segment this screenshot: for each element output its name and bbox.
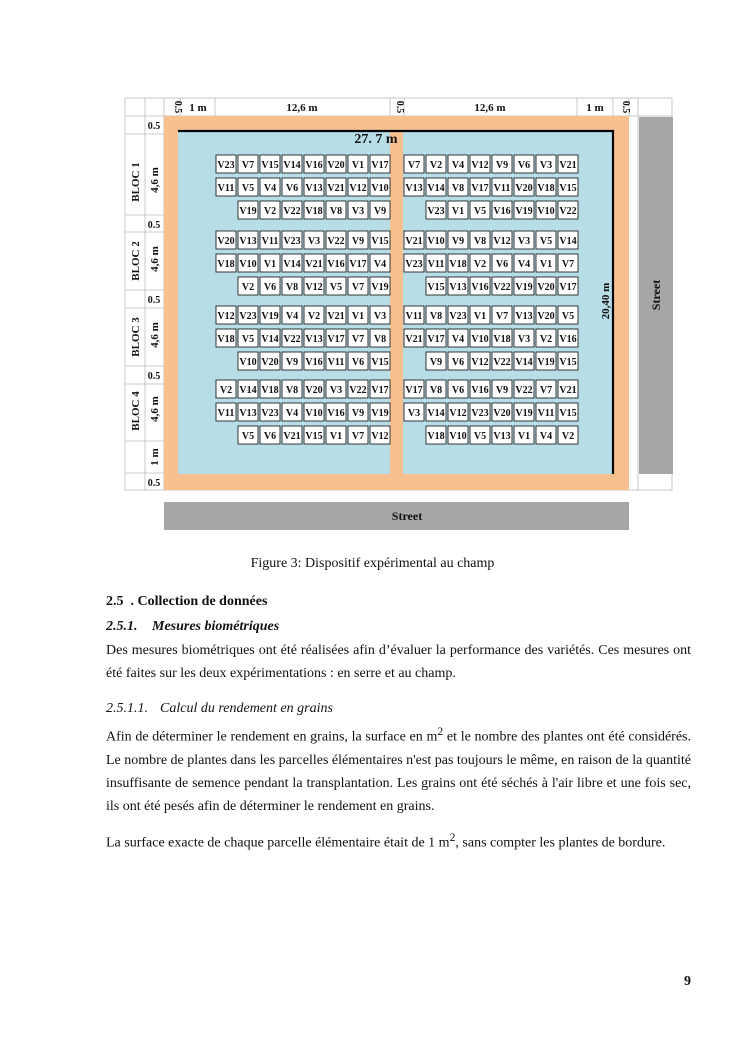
plot-label: V10 <box>239 259 257 270</box>
plot-label: V6 <box>285 183 299 194</box>
block-size-label: 4,6 m <box>149 322 161 348</box>
plot-label: V10 <box>239 357 257 368</box>
plot-label: V8 <box>429 311 443 322</box>
para2-superscript: 2 <box>437 725 444 738</box>
subsubsection-number: 2.5.1.1. <box>106 701 148 716</box>
plot-label: V23 <box>471 408 489 419</box>
plot-label: V14 <box>239 385 257 396</box>
plot-label: V4 <box>451 160 465 171</box>
plot-label: V17 <box>405 385 423 396</box>
plot-label: V7 <box>351 431 365 442</box>
plot-label: V11 <box>327 357 345 368</box>
plot-label: V3 <box>351 206 365 217</box>
plot-label: V8 <box>373 334 387 345</box>
section-number: 2.5 <box>106 594 124 609</box>
plot-label: V21 <box>327 311 345 322</box>
top-label-6: 0.5 <box>620 100 631 114</box>
plot-label: V2 <box>219 385 233 396</box>
plot-label: V23 <box>427 206 445 217</box>
plot-label: V15 <box>305 431 323 442</box>
plot-label: V12 <box>471 160 489 171</box>
plot-label: V7 <box>407 160 421 171</box>
plot-label: V10 <box>427 236 445 247</box>
plot-label: V21 <box>405 236 423 247</box>
middle-path <box>390 131 403 474</box>
plot-label: V10 <box>471 334 489 345</box>
plot-label: V15 <box>559 408 577 419</box>
plot-label: V17 <box>349 259 367 270</box>
plot-label: V11 <box>405 311 423 322</box>
plot-label: V12 <box>449 408 467 419</box>
para2-text-b: et le nombre des plantes ont été considérés. Le nombre de plantes dans les parcelles élémentaires n'est pas toujours le même, en raison de la quantité insuffisante de semence pendant la transplantation. Les grains ont été séchés à l'air libre et une fois sec, ils ont été pesés afin de déterminer le rendement en grains. <box>106 729 691 814</box>
plot-label: V18 <box>261 385 279 396</box>
plot-label: V14 <box>283 160 301 171</box>
plot-label: V14 <box>283 259 301 270</box>
plot-label: V21 <box>405 334 423 345</box>
plot-label: V9 <box>451 236 465 247</box>
plot-label: V7 <box>539 385 553 396</box>
plot-label: V13 <box>305 334 323 345</box>
subsection-heading <box>106 619 279 635</box>
plot-label: V5 <box>561 311 575 322</box>
plot-label: V21 <box>327 183 345 194</box>
plot-label: V9 <box>285 357 299 368</box>
plot-label: V15 <box>427 282 445 293</box>
plot-label: V10 <box>305 408 323 419</box>
plot-label: V6 <box>263 282 277 293</box>
plot-label: V20 <box>305 385 323 396</box>
plot-label: V9 <box>429 357 443 368</box>
plot-label: V20 <box>261 357 279 368</box>
plot-label: V18 <box>305 206 323 217</box>
plot-label: V4 <box>451 334 465 345</box>
plot-label: V11 <box>217 408 235 419</box>
bloc-label-3: BLOC 3 <box>130 317 142 357</box>
plot-label: V23 <box>217 160 235 171</box>
plot-label: V14 <box>559 236 577 247</box>
plot-label: V1 <box>539 259 553 270</box>
plot-label: V3 <box>373 311 387 322</box>
plot-label: V21 <box>305 259 323 270</box>
para2-text-a: Afin de déterminer le rendement en grains, la surface en m <box>106 729 438 745</box>
subsubsection-heading <box>106 701 333 717</box>
plot-label: V1 <box>263 259 277 270</box>
plot-label: V1 <box>351 160 365 171</box>
plot-label: V19 <box>515 282 533 293</box>
plot-label: V19 <box>515 206 533 217</box>
plot-label: V23 <box>449 311 467 322</box>
plot-label: V14 <box>427 408 445 419</box>
plot-label: V2 <box>539 334 553 345</box>
plot-label: V5 <box>241 334 255 345</box>
plot-label: V2 <box>473 259 487 270</box>
plot-label: V19 <box>371 408 389 419</box>
block-size-label: 4,6 m <box>149 167 161 193</box>
plot-label: V13 <box>493 431 511 442</box>
plot-label: V22 <box>493 282 511 293</box>
plot-label: V11 <box>427 259 445 270</box>
subsection-number: 2.5.1. <box>106 619 138 634</box>
plot-label: V12 <box>305 282 323 293</box>
plot-label: V15 <box>261 160 279 171</box>
plot-label: V20 <box>217 236 235 247</box>
plot-label: V8 <box>329 206 343 217</box>
gap-label: 0.5 <box>147 478 161 489</box>
plot-label: V16 <box>493 206 511 217</box>
plot-label: V12 <box>349 183 367 194</box>
plot-label: V19 <box>371 282 389 293</box>
figure-caption: Figure 3: Dispositif expérimental au champ <box>250 556 495 571</box>
plot-label: V17 <box>471 183 489 194</box>
plot-label: V1 <box>351 311 365 322</box>
plot-label: V3 <box>517 334 531 345</box>
block-size-label: 4,6 m <box>149 246 161 272</box>
plot-label: V2 <box>429 160 443 171</box>
plot-label: V16 <box>327 259 345 270</box>
plot-label: V16 <box>327 408 345 419</box>
plot-label: V10 <box>537 206 555 217</box>
plot-label: V10 <box>371 183 389 194</box>
plot-label: V15 <box>371 236 389 247</box>
paragraph-yield <box>106 720 691 818</box>
border-size-label: 1 m <box>149 448 161 466</box>
plot-label: V21 <box>283 431 301 442</box>
gap-label: 0.5 <box>147 295 161 306</box>
street-bottom-label: Street <box>391 509 423 523</box>
plot-label: V16 <box>471 385 489 396</box>
top-label-2: 12,6 m <box>286 102 318 114</box>
plot-label: V6 <box>263 431 277 442</box>
section-title: . Collection de données <box>130 594 268 609</box>
plot-label: V7 <box>495 311 509 322</box>
plot-label: V22 <box>283 334 301 345</box>
para3-superscript: 2 <box>449 831 456 844</box>
field-width-label: 27. 7 m <box>354 132 398 147</box>
plot-label: V3 <box>517 236 531 247</box>
gap-label: 0.5 <box>147 220 161 231</box>
plot-label: V3 <box>307 236 321 247</box>
field-height-label: 20,40 m <box>600 282 612 320</box>
plot-label: V13 <box>239 236 257 247</box>
subsubsection-title: Calcul du rendement en grains <box>160 701 333 716</box>
plot-label: V2 <box>263 206 277 217</box>
plot-label: V6 <box>517 160 531 171</box>
plot-label: V12 <box>217 311 235 322</box>
plot-label: V18 <box>217 334 235 345</box>
street-right-label: Street <box>649 279 663 311</box>
plot-label: V20 <box>537 311 555 322</box>
plot-label: V1 <box>329 431 343 442</box>
plot-label: V17 <box>427 334 445 345</box>
plot-label: V18 <box>449 259 467 270</box>
top-label-0: 0.5 <box>172 100 183 114</box>
plot-label: V22 <box>515 385 533 396</box>
plot-label: V21 <box>559 385 577 396</box>
plot-label: V7 <box>351 334 365 345</box>
plot-label: V3 <box>539 160 553 171</box>
plot-label: V20 <box>493 408 511 419</box>
plot-label: V10 <box>449 431 467 442</box>
plot-label: V9 <box>373 206 387 217</box>
plot-label: V9 <box>351 408 365 419</box>
left-labels <box>130 121 161 489</box>
plot-label: V5 <box>329 282 343 293</box>
top-label-1: 1 m <box>189 102 207 114</box>
top-label-4: 12,6 m <box>474 102 506 114</box>
plot-label: V8 <box>285 282 299 293</box>
plot-label: V17 <box>559 282 577 293</box>
plot-label: V4 <box>373 259 387 270</box>
plot-label: V23 <box>261 408 279 419</box>
plot-label: V18 <box>537 183 555 194</box>
gap-label: 0.5 <box>147 121 161 132</box>
top-label-5: 1 m <box>586 102 604 114</box>
plot-label: V4 <box>285 408 299 419</box>
plot-label: V23 <box>283 236 301 247</box>
page-number: 9 <box>684 974 691 989</box>
plot-label: V9 <box>495 385 509 396</box>
plot-label: V20 <box>327 160 345 171</box>
plot-label: V9 <box>351 236 365 247</box>
plot-label: V15 <box>559 183 577 194</box>
plot-label: V17 <box>327 334 345 345</box>
plot-label: V8 <box>451 183 465 194</box>
plot-label: V1 <box>473 311 487 322</box>
plot-label: V2 <box>307 311 321 322</box>
plot-label: V2 <box>241 282 255 293</box>
plot-label: V13 <box>405 183 423 194</box>
bloc-label-1: BLOC 1 <box>130 162 142 202</box>
plot-label: V11 <box>537 408 555 419</box>
plot-label: V15 <box>371 357 389 368</box>
plot-label: V5 <box>539 236 553 247</box>
plot-label: V19 <box>261 311 279 322</box>
bloc-label-4: BLOC 4 <box>130 391 142 431</box>
plot-label: V22 <box>327 236 345 247</box>
plot-label: V6 <box>351 357 365 368</box>
gap-label: 0.5 <box>147 371 161 382</box>
plot-label: V12 <box>493 236 511 247</box>
paragraph-biometric: Des mesures biométriques ont été réalisées afin d’évaluer la performance des variétés. Ces mesures ont été faites sur les deux expérimentations : en serre et au champ. <box>106 643 691 681</box>
plot-label: V7 <box>351 282 365 293</box>
plot-label: V6 <box>495 259 509 270</box>
para3-text-b: , sans compter les plantes de bordure. <box>455 835 666 851</box>
paragraph-surface <box>106 826 691 855</box>
top-label-3: 0.5 <box>394 100 405 114</box>
plot-label: V5 <box>241 431 255 442</box>
plot-label: V3 <box>407 408 421 419</box>
plot-label: V20 <box>515 183 533 194</box>
plot-label: V4 <box>263 183 277 194</box>
plot-label: V17 <box>371 385 389 396</box>
plot-label: V8 <box>285 385 299 396</box>
plot-label: V13 <box>305 183 323 194</box>
plot-label: V7 <box>561 259 575 270</box>
block-size-label: 4,6 m <box>149 396 161 422</box>
plot-label: V5 <box>473 431 487 442</box>
plot-label: V14 <box>515 357 533 368</box>
section-heading <box>106 594 267 610</box>
plot-label: V13 <box>239 408 257 419</box>
top-margin-labels <box>172 101 631 114</box>
para3-text-a: La surface exacte de chaque parcelle élémentaire était de 1 m <box>106 835 450 851</box>
plot-label: V4 <box>539 431 553 442</box>
plot-label: V2 <box>561 431 575 442</box>
plot-label: V17 <box>371 160 389 171</box>
plot-label: V15 <box>559 357 577 368</box>
plot-label: V1 <box>451 206 465 217</box>
plot-label: V19 <box>239 206 257 217</box>
plot-label: V18 <box>493 334 511 345</box>
plot-label: V5 <box>241 183 255 194</box>
plot-label: V11 <box>261 236 279 247</box>
plot-label: V3 <box>329 385 343 396</box>
plot-label: V1 <box>517 431 531 442</box>
plot-label: V8 <box>429 385 443 396</box>
plot-label: V16 <box>471 282 489 293</box>
bloc-label-2: BLOC 2 <box>130 241 142 281</box>
plot-label: V13 <box>515 311 533 322</box>
plot-label: V11 <box>217 183 235 194</box>
plot-label: V18 <box>427 431 445 442</box>
plot-label: V4 <box>285 311 299 322</box>
subsection-title: Mesures biométriques <box>152 619 280 634</box>
plot-label: V6 <box>451 357 465 368</box>
plot-label: V23 <box>239 311 257 322</box>
plot-label: V13 <box>449 282 467 293</box>
plot-label: V5 <box>473 206 487 217</box>
plot-label: V14 <box>427 183 445 194</box>
plot-label: V16 <box>305 160 323 171</box>
plot-label: V6 <box>451 385 465 396</box>
plot-label: V22 <box>283 206 301 217</box>
plot-label: V9 <box>495 160 509 171</box>
plot-label: V22 <box>559 206 577 217</box>
plot-label: V23 <box>405 259 423 270</box>
plot-label: V22 <box>493 357 511 368</box>
plot-label: V12 <box>371 431 389 442</box>
plot-label: V16 <box>305 357 323 368</box>
plot-label: V14 <box>261 334 279 345</box>
plot-label: V4 <box>517 259 531 270</box>
plot-label: V21 <box>559 160 577 171</box>
plot-label: V20 <box>537 282 555 293</box>
plot-label: V16 <box>559 334 577 345</box>
plot-label: V18 <box>217 259 235 270</box>
plot-label: V12 <box>471 357 489 368</box>
plot-label: V11 <box>493 183 511 194</box>
plot-label: V22 <box>349 385 367 396</box>
plot-label: V19 <box>515 408 533 419</box>
plot-label: V7 <box>241 160 255 171</box>
plot-label: V8 <box>473 236 487 247</box>
plot-label: V19 <box>537 357 555 368</box>
